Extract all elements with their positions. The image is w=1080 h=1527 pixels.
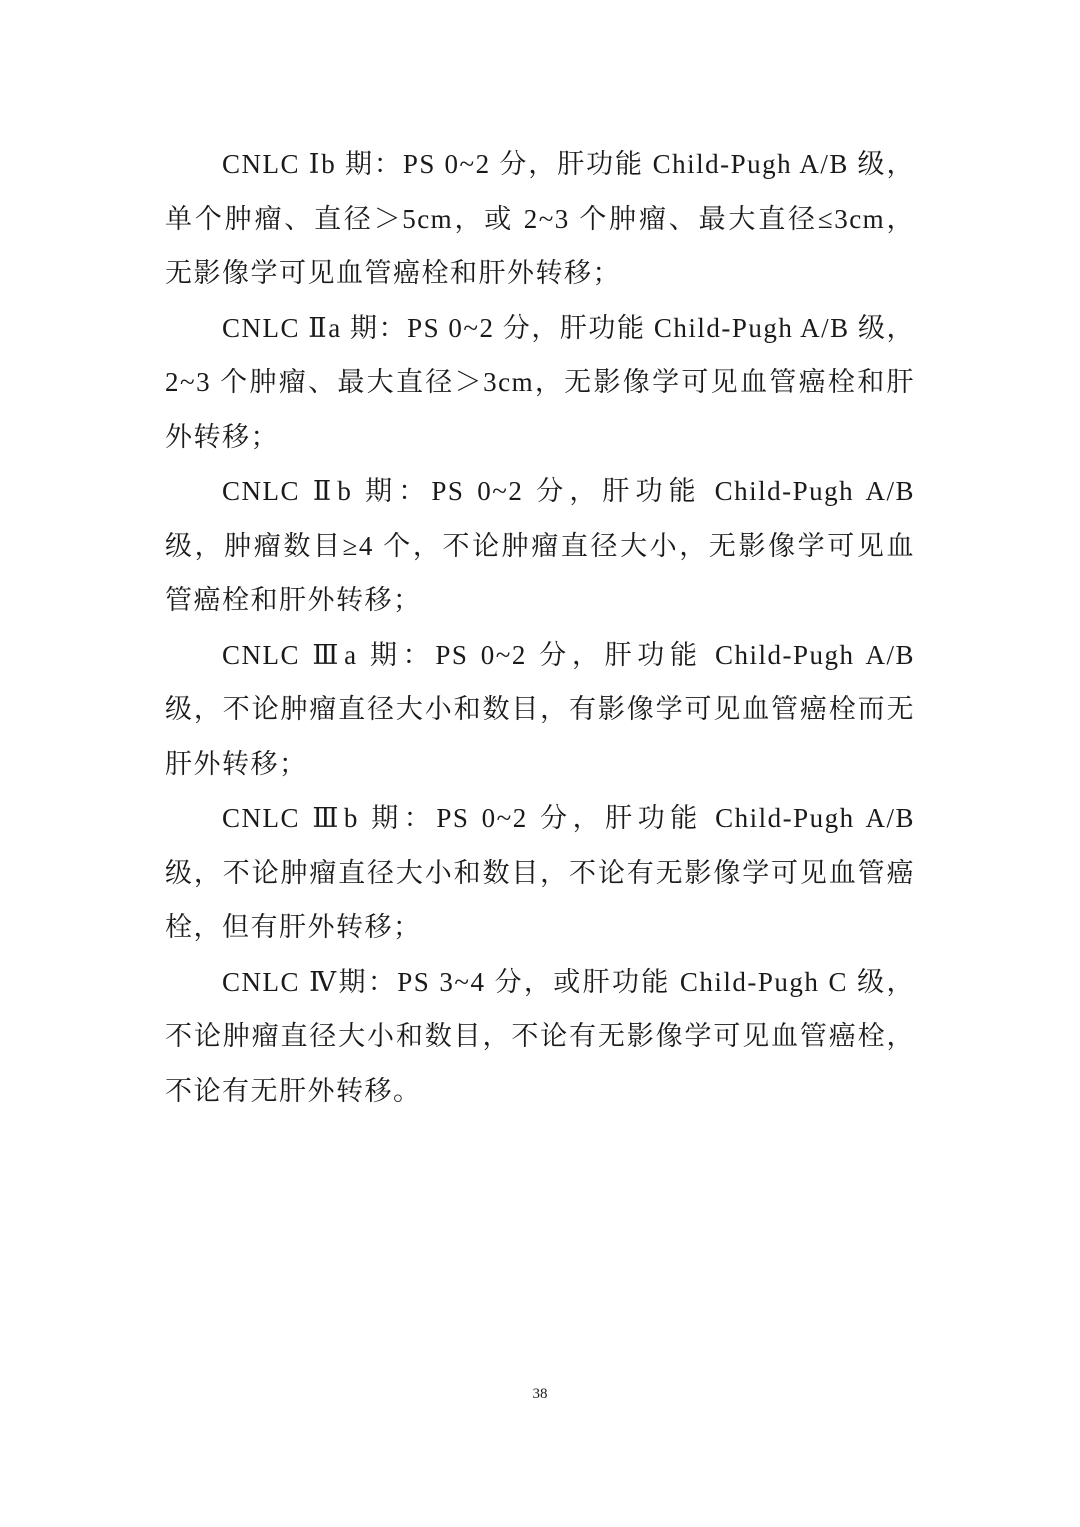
- stage-iiib-paragraph: CNLC Ⅲb 期：PS 0~2 分，肝功能 Child-Pugh A/B 级，不论肿瘤直径大小和数目，不论有无影像学可见血管癌栓，但有肝外转移；: [165, 803, 915, 942]
- stage-ib-paragraph: CNLC Ⅰb 期：PS 0~2 分，肝功能 Child-Pugh A/B 级，单个肿瘤、直径＞5cm，或 2~3 个肿瘤、最大直径≤3cm，无影像学可见血管癌栓和肝外转移；: [165, 149, 915, 288]
- document-body: [165, 137, 915, 1118]
- page-number: 38: [532, 1386, 548, 1402]
- stage-iib-paragraph: CNLC Ⅱb 期：PS 0~2 分，肝功能 Child-Pugh A/B 级，肿瘤数目≥4 个，不论肿瘤直径大小，无影像学可见血管癌栓和肝外转移；: [165, 476, 915, 615]
- stage-iv-paragraph: CNLC Ⅳ期：PS 3~4 分，或肝功能 Child-Pugh C 级，不论肿瘤直径大小和数目，不论有无影像学可见血管癌栓，不论有无肝外转移。: [165, 966, 915, 1106]
- stage-iia-paragraph: CNLC Ⅱa 期：PS 0~2 分，肝功能 Child-Pugh A/B 级，2~3 个肿瘤、最大直径＞3cm，无影像学可见血管癌栓和肝外转移；: [165, 312, 915, 452]
- stage-iiia-paragraph: CNLC Ⅲa 期：PS 0~2 分，肝功能 Child-Pugh A/B 级，不论肿瘤直径大小和数目，有影像学可见血管癌栓而无肝外转移；: [165, 639, 915, 779]
